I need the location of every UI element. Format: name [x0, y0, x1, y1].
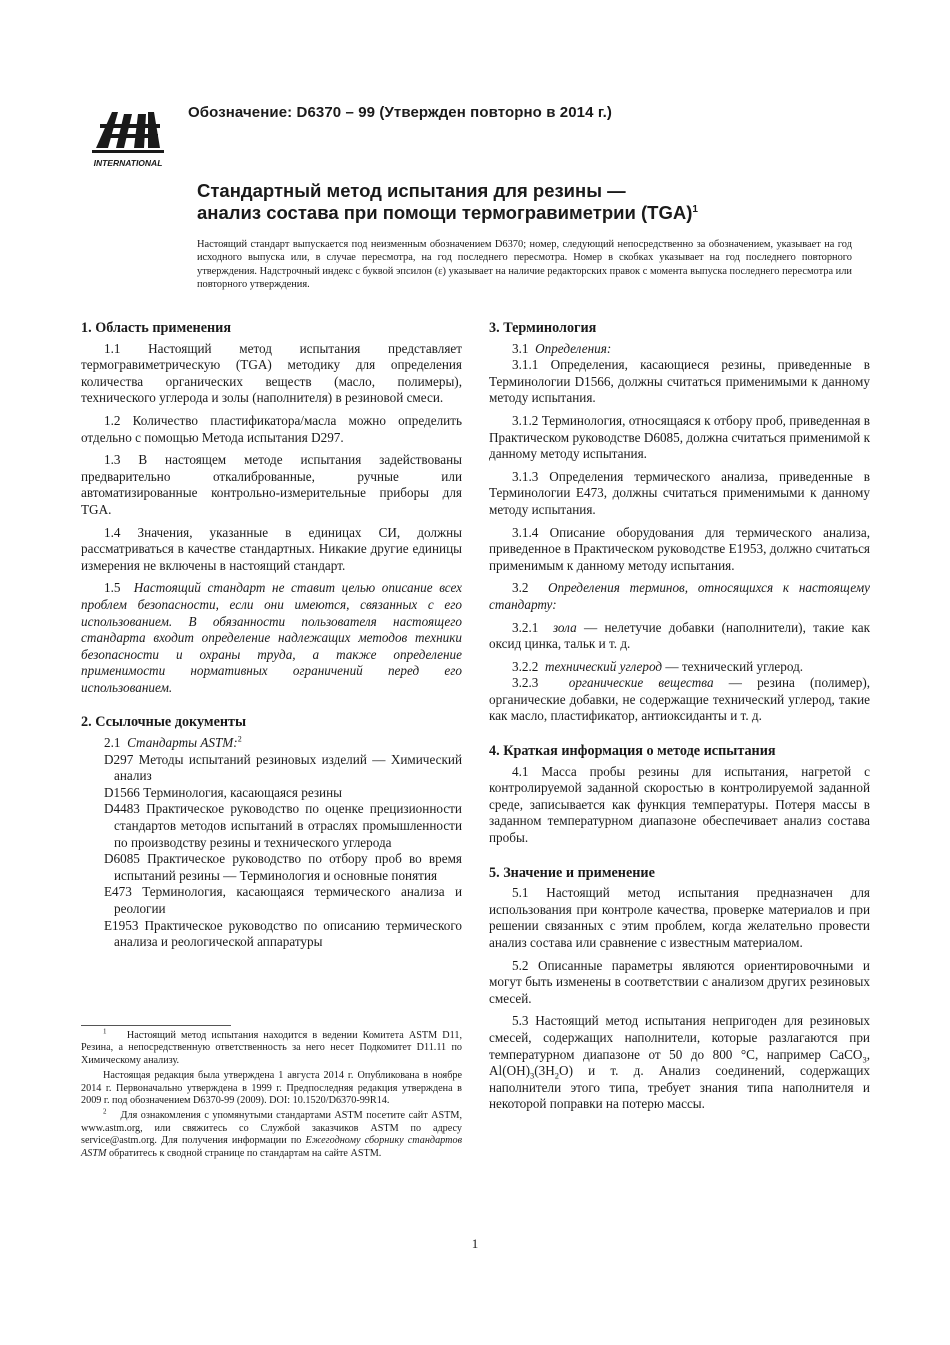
section-3-heading: 3. Терминология: [489, 320, 597, 336]
title-footnote-mark: 1: [692, 203, 698, 215]
footnote-2-text-b: обратитесь к сводной странице по стандартам на сайте ASTM.: [109, 1147, 382, 1159]
astm-logo-icon: [86, 104, 170, 174]
document-title: [197, 180, 797, 224]
para-3-2-2-term: технический углерод: [544, 658, 663, 674]
title-line-1: Стандартный метод испытания для резины —: [197, 180, 626, 201]
para-3-1-1: 3.1.1 Определения, касающиеся резины, приведенные в Терминологии D1566, должны считаться применимыми к данному методу испытания.: [489, 357, 870, 406]
para-3-1-3: 3.1.3 Определения термического анализа, приведенные в Терминологии E473, должны считаться применимыми к данному методу испытания.: [489, 468, 870, 517]
para-5-3-sub1: 3: [862, 1054, 867, 1065]
para-1-5: [81, 580, 462, 696]
para-5-3-sub2: 3: [530, 1070, 535, 1081]
para-5-3: [489, 1013, 870, 1113]
para-3-2-1-term: зола: [552, 619, 577, 635]
ref-item: D4483 Практическое руководство по оценке прецизионности стандартов методов испытаний в отраслях промышленности по производству резины и технического углерода: [104, 801, 462, 850]
para-2-1-num: 2.1: [104, 735, 121, 751]
para-3-2-2: [489, 659, 870, 676]
para-4-1: 4.1 Масса пробы резины для испытания, нагретой с контролируемой заданной скоростью в контролируемой заданной среде, записывается как функция температуры. Потеря массы в заданном температурном диапазоне обеспечивает анализ состава пробы.: [489, 763, 870, 846]
ref-item: E473 Терминология, касающаяся термического анализа и реологии: [104, 884, 462, 916]
footnote-rule: [81, 1025, 231, 1026]
para-1-3: 1.3 В настоящем методе испытания задействованы предварительно откалиброванные, ручные или автоматизированные контрольно-измерительные приборы для TGA.: [81, 452, 462, 517]
para-3-2: [489, 580, 870, 613]
para-5-3-d: O) и т. д. Анализ соединений, содержащих наполнители этого типа, требует знания типа наполнителя и некоторой поправки на потерю массы.: [489, 1063, 870, 1112]
section-5-heading: 5. Значение и применение: [489, 864, 655, 881]
para-1-4: 1.4 Значения, указанные в единицах СИ, должны рассматриваться в качестве стандартных. Никакие другие единицы измерения не включены в настоящий стандарт.: [81, 524, 462, 573]
title-line-2: [197, 202, 797, 224]
page-number: 1: [471, 1236, 479, 1251]
para-3-2-2-text: — технический углерод.: [665, 658, 804, 674]
para-2-1: [81, 735, 462, 752]
footnote-2-mark: 2: [103, 1108, 107, 1117]
para-3-2-3-num: 3.2.3: [512, 675, 539, 691]
ref-item: D6085 Практическое руководство по отбору проб во время испытаний резины — Терминология и основные понятия: [104, 851, 462, 883]
para-5-3-b: , Al(OH): [489, 1046, 870, 1079]
footnotes: [81, 1025, 462, 1163]
astm-logo: [86, 104, 170, 174]
footnote-2-italic: Ежегодному сборнику стандартов ASTM: [81, 1135, 463, 1159]
section-4-heading: 4. Краткая информация о методе испытания: [489, 743, 776, 760]
section-1-heading: 1. Область применения: [81, 320, 232, 336]
para-3-1-2: 3.1.2 Терминология, относящаяся к отбору проб, приведенная в Практическом руководстве D6085, должна считаться применимой к данному методу испытания.: [489, 412, 870, 462]
para-3-2-1-num: 3.2.1: [512, 619, 539, 635]
para-5-2: 5.2 Описанные параметры являются ориентировочными и могут быть изменены в соответствии с анализом других резиновых смесей.: [489, 957, 870, 1006]
section-2-heading: 2. Ссылочные документы: [81, 714, 247, 731]
ref-item: D1566 Терминология, касающаяся резины: [104, 784, 343, 800]
para-3-1-4: 3.1.4 Описание оборудования для термического анализа, приведенное в Практическом руководстве E1953, должно считаться применимым к данному методу испытания.: [489, 524, 870, 573]
para-3-1: [489, 341, 870, 358]
para-3-2-title: Определения терминов, относящихся к настоящему стандарту:: [489, 580, 870, 612]
para-1-5-num: 1.5: [104, 580, 121, 596]
para-3-2-3-text: — резина (полимер), органические добавки, не содержащие технический углерод, такие как масло, пластификатор, антиоксиданты и т. д.: [489, 675, 871, 724]
ref-item: D297 Методы испытаний резиновых изделий — Химический анализ: [104, 751, 462, 784]
astm-logo-text: INTERNATIONAL: [93, 158, 163, 168]
designation: Обозначение: D6370 – 99 (Утвержден повторно в 2014 г.): [188, 104, 613, 121]
ref-item: E1953 Практическое руководство по описанию термического анализа и реологической аппаратуры: [104, 917, 462, 950]
para-1-1: 1.1 Настоящий метод испытания представляет термогравиметрическую (TGA) методику для определения количества органических веществ (масло, полимеры), технического углерода и золы (наполнителя) в резиновой смеси.: [81, 340, 462, 406]
para-5-3-sub3: 2: [554, 1070, 560, 1081]
para-3-2-1: [489, 620, 870, 653]
para-2-1-title: Стандарты ASTM:: [127, 735, 238, 751]
right-column: [489, 320, 870, 1119]
title-line-2-text: анализ состава при помощи термогравиметрии (TGA): [197, 202, 693, 223]
para-2-1-mark: 2: [237, 734, 242, 744]
para-3-2-3-term: органические вещества: [568, 675, 714, 691]
para-1-5-text: Настоящий стандарт не ставит целью описание всех проблем безопасности, если они имеются, связанных с его использованием. В обязанности пользователя настоящего стандарта входит определение надлежащих методов техники безопасности и охраны труда, а также определение применимости нормативных ограничений перед его использованием.: [81, 580, 462, 695]
para-3-1-title: Определения:: [535, 340, 612, 356]
footnote-2: [81, 1110, 462, 1160]
footnote-1-mark: 1: [103, 1027, 107, 1036]
para-5-3-c: (3H: [534, 1063, 555, 1079]
footnote-2-text-a: Для ознакомления с упомянутыми стандартами ASTM посетите сайт ASTM, www.astm.org, или свяжитесь со Службой заказчиков ASTM по адресу service@astm.org. Для получения информации по: [81, 1110, 463, 1147]
footnote-1-text: Настоящий метод испытания находится в ведении Комитета ASTM D11, Резина, а непосредственную ответственность за него несет Подкомитет D11.11 по Химическому анализу.: [81, 1030, 462, 1066]
intro-paragraph: Настоящий стандарт выпускается под неизменным обозначением D6370; номер, следующий непосредственно за обозначением, указывает на год исходного выпуска или, в случае пересмотра, на год последнего пересмотра. Номер в скобках указывает на год последнего повторного утверждения. Надстрочный индекс с буквой эпсилон (ε) указывает на наличие редакторских правок с момента выпуска последнего пересмотра или повторного утверждения.: [197, 239, 852, 291]
footnote-1b: Настоящая редакция была утверждена 1 августа 2014 г. Опубликована в ноябре 2014 г. Первоначально утверждена в 1999 г. Предпоследняя редакция утверждена в 2009 г. под обозначением D6370-99 (2009). DOI: 10.1520/D6370-99R14.: [81, 1070, 462, 1107]
para-1-2: 1.2 Количество пластификатора/масла можно определить отдельно с помощью Метода испытания D297.: [81, 412, 462, 445]
left-column: [81, 320, 462, 951]
footnote-1: [81, 1027, 462, 1067]
para-3-2-1-text: — нелетучие добавки (наполнители), такие как оксид цинка, тальк и т. д.: [489, 619, 870, 652]
para-3-2-3: [489, 675, 870, 725]
para-5-3-a: 5.3 Настоящий метод испытания непригоден для резиновых смесей, содержащих наполнители, которые разлагаются при температурном диапазоне от 50 до 800 °C, например CaCO: [489, 1013, 870, 1062]
para-5-1: 5.1 Настоящий метод испытания предназначен для использования при контроле качества, проверке материалов и при решении связанных с этим проблем, когда желательно провести анализ состава или сравнение с известным материалом.: [489, 885, 870, 950]
para-3-2-num: 3.2: [512, 580, 529, 596]
para-3-1-num: 3.1: [512, 340, 529, 356]
para-3-2-2-num: 3.2.2: [512, 658, 539, 674]
